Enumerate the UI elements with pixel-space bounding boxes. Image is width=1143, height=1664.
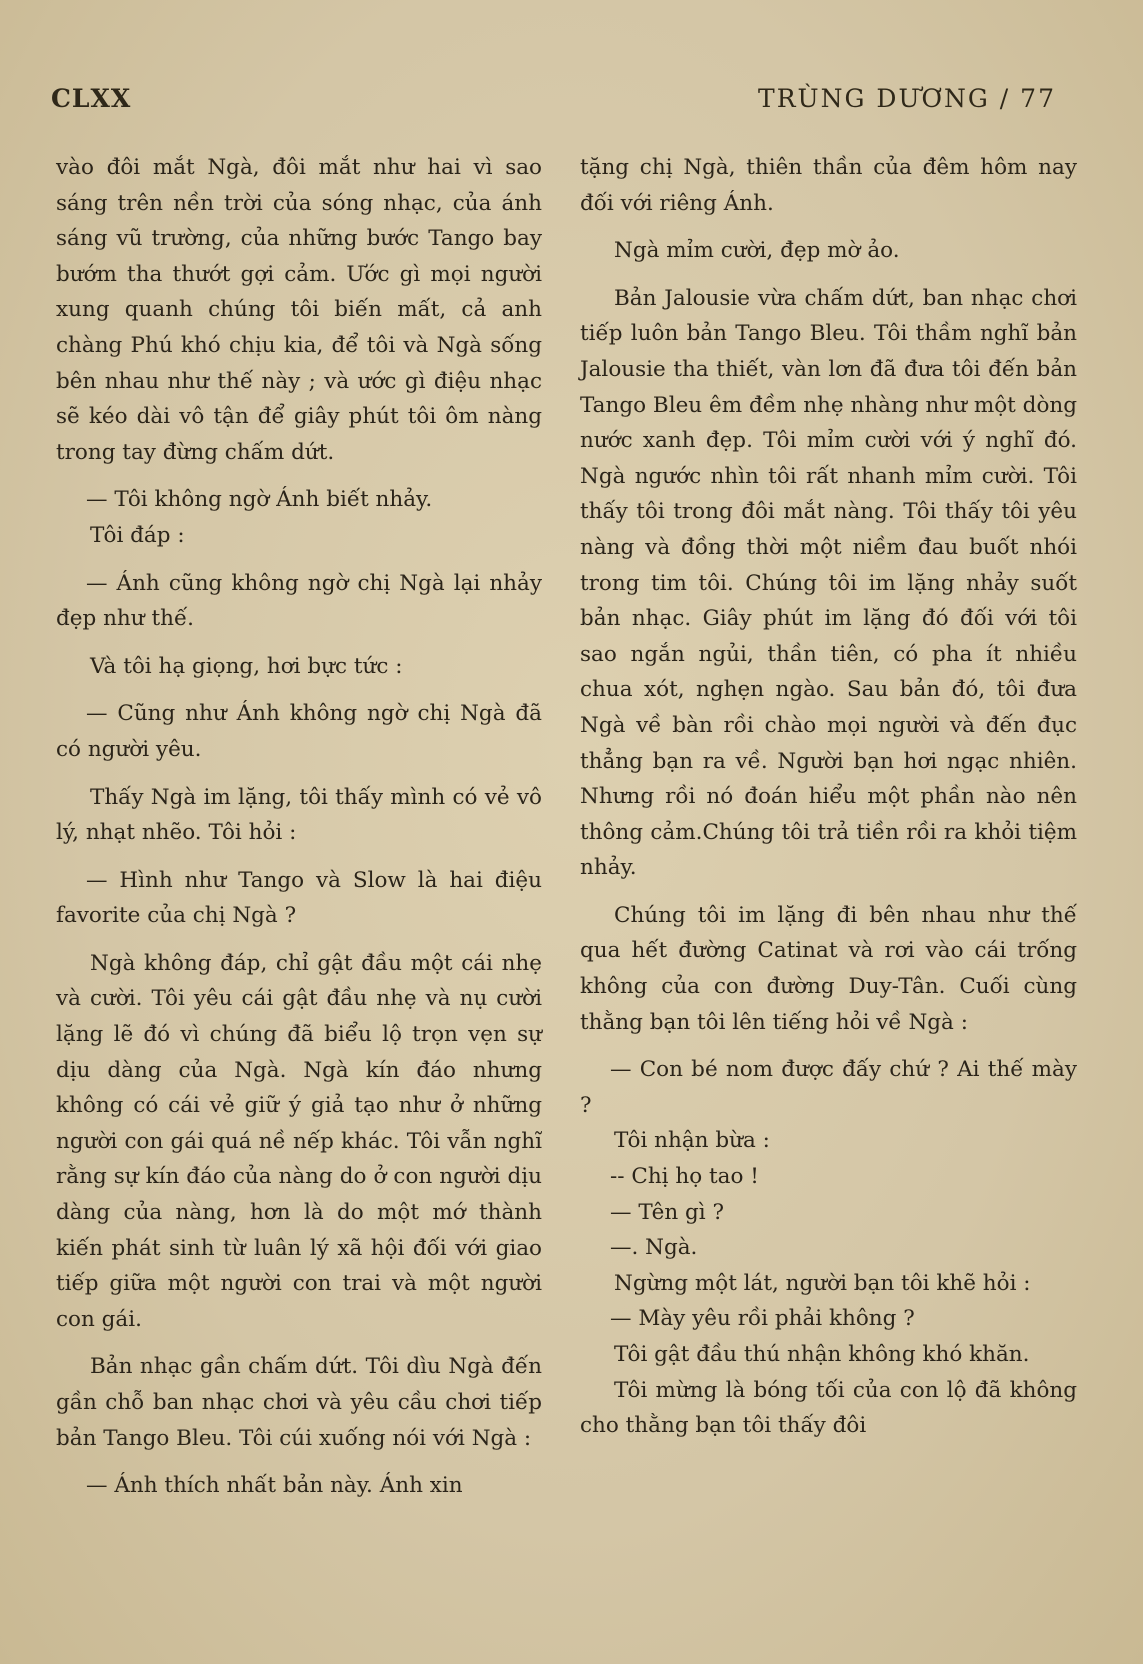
paragraph: Và tôi hạ giọng, hơi bực tức : [90,653,403,679]
dialogue-line: — Ánh cũng không ngờ chị Ngà lại nhảy đẹp như thế. [56,570,542,632]
running-header: TRÙNG DƯƠNG / 77 [758,84,1056,113]
paragraph: Tôi mừng là bóng tối của con lộ đã không cho thằng bạn tôi thấy đôi [580,1377,1077,1439]
dialogue-line: —. Ngà. [610,1235,698,1261]
dialogue-line: — Tôi không ngờ Ánh biết nhảy. [86,487,433,513]
right-column [580,150,1077,1444]
dialogue-line: — Ánh thích nhất bản này. Ánh xin [86,1473,463,1499]
dialogue-line: — Cũng như Ánh không ngờ chị Ngà đã có người yêu. [56,701,542,762]
paragraph: Tôi gật đầu thú nhận không khó khăn. [614,1342,1030,1367]
paragraph: Thấy Ngà im lặng, tôi thấy mình có vẻ vô lý, nhạt nhẽo. Tôi hỏi : [56,784,542,846]
paragraph: vào đôi mắt Ngà, đôi mắt như hai vì sao sáng trên nền trời của sóng nhạc, của ánh sáng vũ trường, của những bước Tango bay bướm tha thướt gợi cảm. Ước gì mọi người xung quanh chúng tôi biến mất, cả anh chàng Phú khó chịu kia, để tôi và Ngà sống bên nhau như thế này ; và ước gì điệu nhạc sẽ kéo dài vô tận để giây phút tôi ôm nàng trong tay đừng chấm dứt. [56,155,542,465]
paragraph: Ngà không đáp, chỉ gật đầu một cái nhẹ và cười. Tôi yêu cái gật đầu nhẹ và nụ cười lặng lẽ đó vì chúng đã biểu lộ trọn vẹn sự dịu dàng của Ngà. Ngà kín đáo nhưng không có cái vẻ giữ ý giả tạo như ở những người con gái quá nề nếp khác. Tôi vẫn nghĩ rằng sự kín đáo của nàng do ở con người dịu dàng của nàng, hơn là do một mớ thành kiến phát sinh từ luân lý xã hội đối với giao tiếp giữa một người con trai và một người con gái. [56,950,542,1332]
paragraph: Ngà mỉm cười, đẹp mờ ảo. [614,238,900,264]
dialogue-line: -- Chị họ tao ! [610,1164,759,1190]
paragraph: Bản nhạc gần chấm dứt. Tôi dìu Ngà đến gần chỗ ban nhạc chơi và yêu cầu chơi tiếp bản Tango Bleu. Tôi cúi xuống nói với Ngà : [56,1354,542,1451]
paragraph: tặng chị Ngà, thiên thần của đêm hôm nay đối với riêng Ánh. [580,155,1077,216]
chapter-number: CLXX [51,84,132,113]
dialogue-line: — Mày yêu rồi phải không ? [610,1306,915,1332]
paragraph: Tôi nhận bừa : [614,1128,770,1154]
paragraph: Tôi đáp : [90,522,185,548]
paragraph: Bản Jalousie vừa chấm dứt, ban nhạc chơi tiếp luôn bản Tango Bleu. Tôi thầm nghĩ bản Jalousie tha thiết, vàn lơn đã đưa tôi đến bản Tango Bleu êm đềm nhẹ nhàng như một dòng nước xanh đẹp. Tôi mỉm cười với ý nghĩ đó. Ngà ngước nhìn tôi rất nhanh mỉm cười. Tôi thấy tôi trong đôi mắt nàng. Tôi thấy tôi yêu nàng và đồng thời một niềm đau buốt nhói trong tim tôi. Chúng tôi im lặng nhảy suốt bản nhạc. Giây phút im lặng đó đối với tôi sao ngắn ngủi, thần tiên, có pha ít nhiều chua xót, nghẹn ngào. Sau bản đó, tôi đưa Ngà về bàn rồi chào mọi người và đến đục thẳng bạn ra về. Người bạn hơi ngạc nhiên. Nhưng rồi nó đoán hiểu một phần nào nên thông cảm.Chúng tôi trả tiền rồi ra khỏi tiệm nhảy. [580,285,1077,881]
paragraph: Ngừng một lát, người bạn tôi khẽ hỏi : [614,1270,1031,1296]
dialogue-line: — Hình như Tango và Slow là hai điệu favorite của chị Ngà ? [56,867,542,929]
dialogue-line: — Tên gì ? [610,1199,725,1225]
dialogue-line: — Con bé nom được đấy chứ ? Ai thế mày ? [580,1057,1077,1118]
paragraph: Chúng tôi im lặng đi bên nhau như thế qua hết đường Catinat và rơi vào cái trống không của con đường Duy-Tân. Cuối cùng thằng bạn tôi lên tiếng hỏi về Ngà : [580,902,1077,1035]
left-column [56,150,542,1504]
